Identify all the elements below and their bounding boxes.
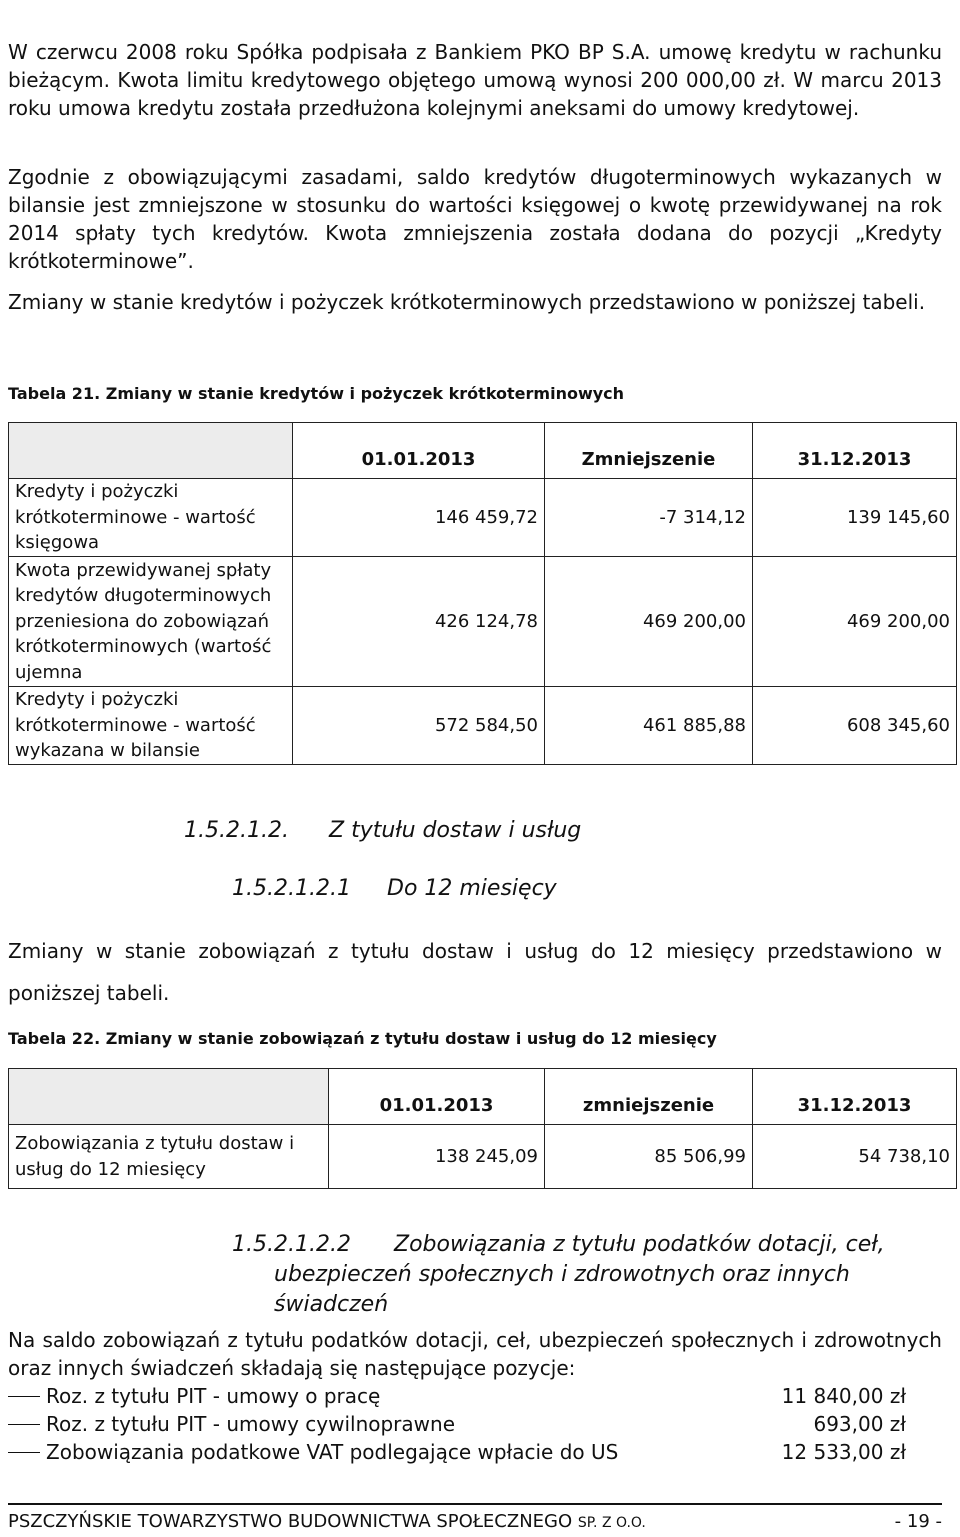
list-item-amount: 693,00 zł (813, 1412, 906, 1436)
section-title: Z tytułu dostaw i usług (329, 818, 582, 843)
row-value: -7 314,12 (545, 479, 753, 557)
row-value: 146 459,72 (293, 479, 545, 557)
paragraph-5: Na saldo zobowiązań z tytułu podatków dotacji, ceł, ubezpieczeń społecznych i zdrowotnych oraz innych świadczeń składają się następujące pozycje: (8, 1328, 942, 1380)
table-22 (8, 1068, 957, 1189)
row-value: 426 124,78 (293, 557, 545, 687)
row-value: 461 885,88 (545, 687, 753, 765)
table-row (9, 687, 957, 765)
list-item-label: Zobowiązania podatkowe VAT podlegające wpłacie do US (46, 1440, 619, 1464)
list-item-label: Roz. z tytułu PIT - umowy o pracę (46, 1384, 381, 1408)
page-number: - 19 - (894, 1511, 942, 1532)
footer-organization (8, 1511, 646, 1532)
intro-paragraph-3: Zmiany w stanie kredytów i pożyczek krótkoterminowych przedstawiono w poniższej tabeli. (8, 290, 926, 314)
list-item-label: Roz. z tytułu PIT - umowy cywilnoprawne (46, 1412, 455, 1436)
subsection-number: 1.5.2.1.2.2 (232, 1232, 351, 1257)
intro-paragraph-1: W czerwcu 2008 roku Spółka podpisała z Bankiem PKO BP S.A. umowę kredytu w rachunku bieżącym. Kwota limitu kredytowego objętego umową wynosi 200 000,00 zł. W marcu 2013 roku umowa kredytu została przedłużona kolejnymi aneksami do umowy kredytowej. (8, 40, 942, 120)
table-header-cell: zmniejszenie (545, 1069, 753, 1125)
subsection-heading (232, 874, 557, 904)
footer-divider (8, 1503, 942, 1505)
subsection-title-line: świadczeń (274, 1292, 389, 1317)
row-value: 572 584,50 (293, 687, 545, 765)
paragraph-4: Zmiany w stanie zobowiązań z tytułu dostaw i usług do 12 miesięcy przedstawiono w poniższej tabeli. (8, 939, 942, 1005)
table-header-cell: 01.01.2013 (329, 1069, 545, 1125)
row-label: Kredyty i pożyczki krótkoterminowe - wartość księgowa (9, 479, 293, 557)
subsection-title: Do 12 miesięcy (387, 876, 557, 901)
table-21 (8, 422, 957, 765)
subsection-heading-3 (232, 1230, 944, 1320)
table-header-cell: 31.12.2013 (753, 1069, 957, 1125)
dash-icon (8, 1396, 40, 1397)
subsection-number: 1.5.2.1.2.1 (232, 876, 351, 901)
subsection-title-line: Zobowiązania z tytułu podatków dotacji, ceł, (394, 1232, 885, 1257)
table-21-caption: Tabela 21. Zmiany w stanie kredytów i pożyczek krótkoterminowych (8, 384, 625, 403)
list-item-amount: 12 533,00 zł (781, 1440, 906, 1464)
dash-icon (8, 1452, 40, 1453)
table-row (9, 557, 957, 687)
table-row (9, 479, 957, 557)
list-item (8, 1410, 918, 1438)
list-item (8, 1382, 918, 1410)
table-header-cell: 31.12.2013 (753, 423, 957, 479)
table-header-row (9, 1069, 957, 1125)
table-header-cell: Zmniejszenie (545, 423, 753, 479)
row-value: 608 345,60 (753, 687, 957, 765)
dash-icon (8, 1424, 40, 1425)
table-header-cell: 01.01.2013 (293, 423, 545, 479)
footer-org-suffix: SP. Z O.O. (577, 1515, 646, 1531)
list-item-amount: 11 840,00 zł (781, 1384, 906, 1408)
footer-org-name: PSZCZYŃSKIE TOWARZYSTWO BUDOWNICTWA SPOŁECZNEGO (8, 1511, 573, 1532)
section-number: 1.5.2.1.2. (184, 818, 289, 843)
table-header-row (9, 423, 957, 479)
table-row (9, 1125, 957, 1189)
section-heading (184, 816, 582, 846)
list-item (8, 1438, 918, 1466)
row-label: Kwota przewidywanej spłaty kredytów długoterminowych przeniesiona do zobowiązań krótkoterminowych (wartość ujemna (9, 557, 293, 687)
row-value: 469 200,00 (753, 557, 957, 687)
intro-paragraph-2: Zgodnie z obowiązującymi zasadami, saldo kredytów długoterminowych wykazanych w bilansie jest zmniejszone w stosunku do wartości księgowej o kwotę przewidywanej na rok 2014 spłaty tych kredytów. Kwota zmniejszenia została dodana do pozycji „Kredyty krótkoterminowe”. (8, 165, 942, 273)
table-header-blank (9, 423, 293, 479)
row-value: 138 245,09 (329, 1125, 545, 1189)
row-value: 85 506,99 (545, 1125, 753, 1189)
table-22-caption: Tabela 22. Zmiany w stanie zobowiązań z tytułu dostaw i usług do 12 miesięcy (8, 1029, 717, 1048)
subsection-title-line: ubezpieczeń społecznych i zdrowotnych oraz innych (274, 1262, 850, 1287)
table-header-blank (9, 1069, 329, 1125)
row-value: 139 145,60 (753, 479, 957, 557)
row-value: 469 200,00 (545, 557, 753, 687)
row-label: Zobowiązania z tytułu dostaw i usług do 12 miesięcy (9, 1125, 329, 1189)
row-value: 54 738,10 (753, 1125, 957, 1189)
row-label: Kredyty i pożyczki krótkoterminowe - wartość wykazana w bilansie (9, 687, 293, 765)
